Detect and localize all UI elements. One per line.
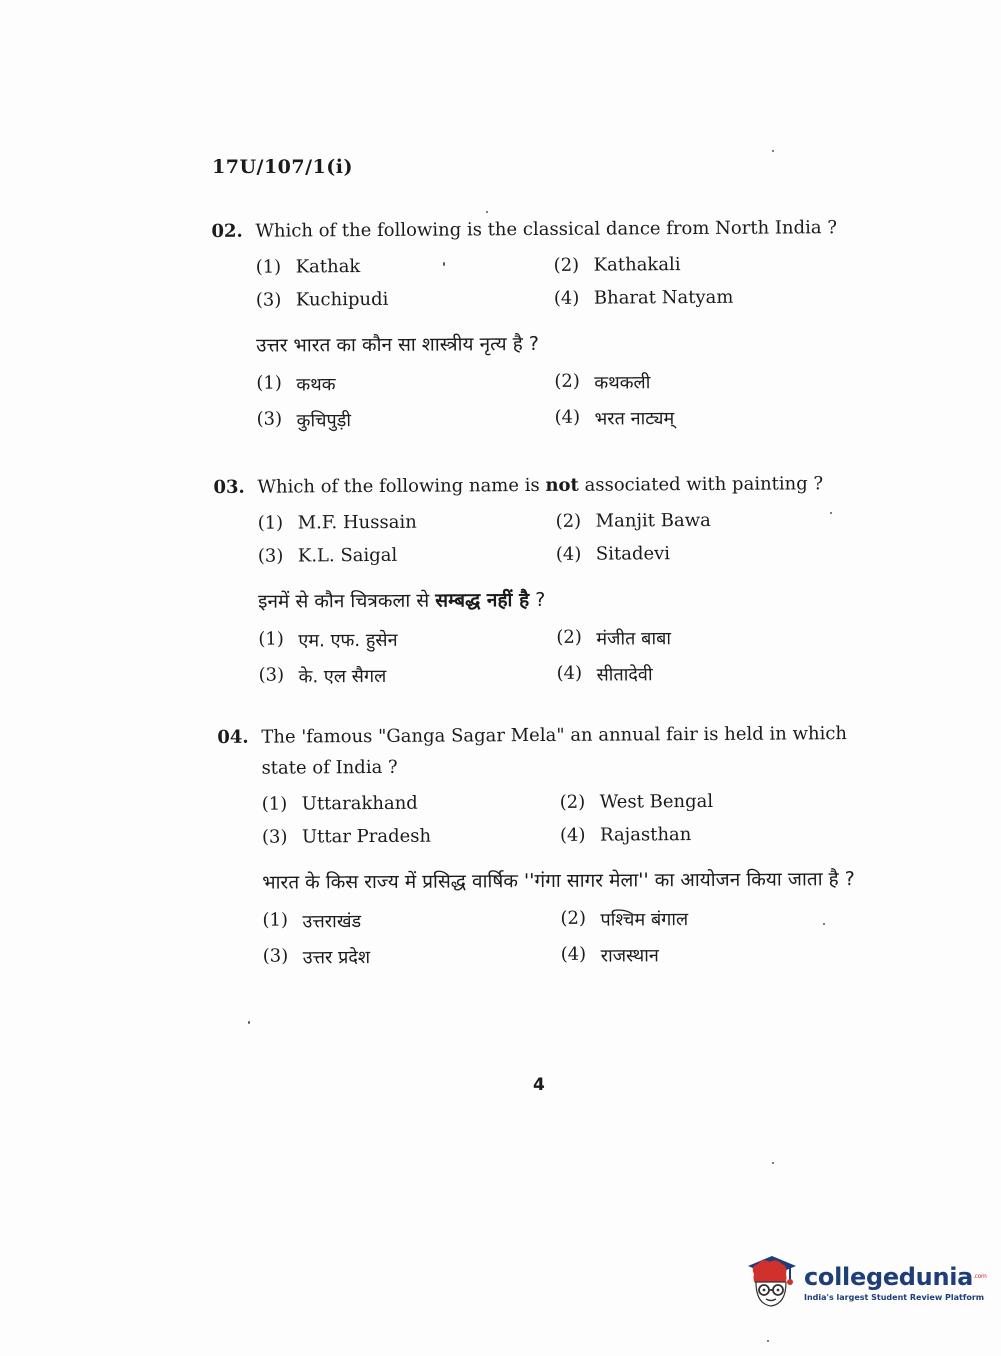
option-text: Sitadevi	[595, 543, 671, 565]
option-text: एम. एफ. हुसेन	[298, 629, 398, 652]
option-text: सीतादेवी	[596, 664, 653, 686]
option-number: (3)	[258, 664, 285, 686]
option	[556, 625, 854, 651]
option	[262, 792, 560, 815]
option	[555, 405, 853, 431]
scan-speck	[830, 512, 832, 514]
option-number: (3)	[262, 945, 289, 967]
option-number: (3)	[257, 545, 284, 567]
question-text: Which of the following is the classical dance from North India ?	[255, 217, 838, 242]
option-text: Uttar Pradesh	[301, 825, 432, 848]
option-text: कथकली	[594, 372, 651, 394]
options-en	[258, 509, 854, 567]
question-text-part: ?	[529, 588, 546, 612]
option-text: Bharat Natyam	[593, 286, 734, 309]
option-number: (1)	[258, 628, 284, 650]
student-mascot-icon	[742, 1252, 800, 1312]
logo-wordmark	[804, 1263, 987, 1291]
option-number: (4)	[553, 287, 580, 309]
question-number: 03.	[213, 476, 245, 498]
scan-speck	[823, 923, 825, 925]
scan-speck	[486, 211, 488, 213]
logo-suffix: .com	[973, 1272, 987, 1280]
question-text-emphasis: सम्बद्ध नहीं है	[435, 589, 530, 612]
question-text-part: इनमें से कौन चित्रकला से	[258, 589, 436, 613]
option-text: उत्तर प्रदेश	[302, 947, 371, 969]
option-text: राजस्थान	[600, 945, 659, 967]
option-number: (2)	[559, 791, 586, 813]
option	[256, 288, 554, 311]
option-text: उत्तराखंड	[302, 911, 362, 933]
options-en	[262, 790, 858, 848]
scan-speck	[772, 150, 774, 152]
logo-text	[804, 1263, 987, 1302]
option-text: पश्चिम बंगाल	[600, 909, 689, 931]
question-text: The 'famous "Ganga Sagar Mela" an annual fair is held in which state of India ?	[261, 723, 848, 779]
option-text: K.L. Saigal	[297, 544, 398, 567]
option	[560, 823, 858, 846]
scan-speck	[767, 1340, 769, 1342]
option	[258, 627, 556, 653]
option	[554, 369, 852, 395]
option-text: Rajasthan	[599, 824, 692, 846]
option	[263, 944, 561, 970]
paper-code: 17U/107/1(i)	[212, 156, 353, 178]
question-stem-en	[217, 718, 857, 784]
question-text-part: associated with painting ?	[578, 473, 824, 496]
options-hi	[258, 625, 854, 689]
option-text: भरत नाट्यम्	[594, 408, 675, 430]
option	[554, 286, 852, 309]
question-04	[217, 718, 859, 970]
option	[256, 371, 554, 397]
option	[561, 942, 859, 968]
option	[262, 825, 560, 848]
option-number: (2)	[554, 370, 580, 392]
scan-speck	[248, 1021, 250, 1024]
option-text: मंजीत बाबा	[596, 628, 672, 650]
option-text: Kuchipudi	[295, 288, 389, 311]
scan-speck	[772, 1162, 774, 1164]
logo-name: collegedunia	[804, 1262, 974, 1291]
question-stem-en	[211, 212, 851, 247]
logo-tagline: India's largest Student Review Platform	[804, 1292, 985, 1302]
collegedunia-logo	[742, 1250, 987, 1314]
option-number: (1)	[257, 512, 284, 534]
option	[258, 511, 556, 534]
option-text: M.F. Hussain	[297, 511, 417, 534]
option-number: (2)	[553, 254, 580, 276]
question-text	[257, 468, 853, 503]
option	[554, 253, 852, 276]
option-text: कथक	[296, 374, 336, 396]
options-en	[256, 253, 852, 311]
question-text-emphasis: not	[545, 474, 579, 496]
question-number: 04.	[217, 726, 249, 748]
option-number: (3)	[261, 826, 288, 848]
option	[556, 542, 854, 565]
question-02	[211, 212, 852, 433]
option-number: (1)	[256, 372, 282, 394]
scan-speck	[443, 262, 445, 266]
question-stem-hi	[258, 581, 854, 619]
option-number: (3)	[256, 408, 283, 430]
option-number: (4)	[560, 943, 587, 965]
option-number: (2)	[556, 626, 582, 648]
option	[560, 790, 858, 813]
option	[257, 407, 555, 433]
question-number: 02.	[211, 220, 243, 242]
option-number: (1)	[262, 909, 289, 931]
option-text: Uttarakhand	[301, 792, 418, 815]
question-03	[213, 468, 854, 689]
option	[256, 255, 554, 278]
option-number: (4)	[556, 662, 583, 684]
question-stem-hi: उत्तर भारत का कौन सा शास्त्रीय नृत्य है ?	[256, 332, 539, 357]
question-stem-en	[213, 468, 853, 503]
option	[556, 509, 854, 532]
option-number: (2)	[555, 510, 582, 532]
option-number: (3)	[255, 289, 282, 311]
option-text: West Bengal	[599, 790, 714, 813]
question-stem-hi: भारत के किस राज्य में प्रसिद्ध वार्षिक ''गंगा सागर मेला'' का आयोजन किया जाता है ?	[262, 868, 855, 894]
option-number: (4)	[555, 543, 582, 565]
option	[259, 663, 557, 689]
option-text: Kathak	[295, 256, 361, 278]
options-hi	[262, 906, 858, 970]
option-number: (4)	[559, 824, 586, 846]
question-text-part: Which of the following name is	[257, 474, 546, 498]
option-text: कुचिपुड़ी	[296, 410, 352, 432]
options-hi	[256, 369, 852, 433]
option-number: (1)	[255, 256, 282, 278]
option-number: (4)	[554, 406, 581, 428]
option-text: Kathakali	[593, 254, 681, 276]
option-number: (1)	[261, 793, 288, 815]
option-text: के. एल सैगल	[298, 665, 387, 688]
option	[262, 908, 560, 934]
option	[557, 661, 855, 687]
option	[258, 544, 556, 567]
option-number: (2)	[560, 907, 587, 929]
option	[560, 906, 858, 932]
page-number: 4	[533, 1075, 545, 1095]
option-text: Manjit Bawa	[595, 509, 711, 532]
